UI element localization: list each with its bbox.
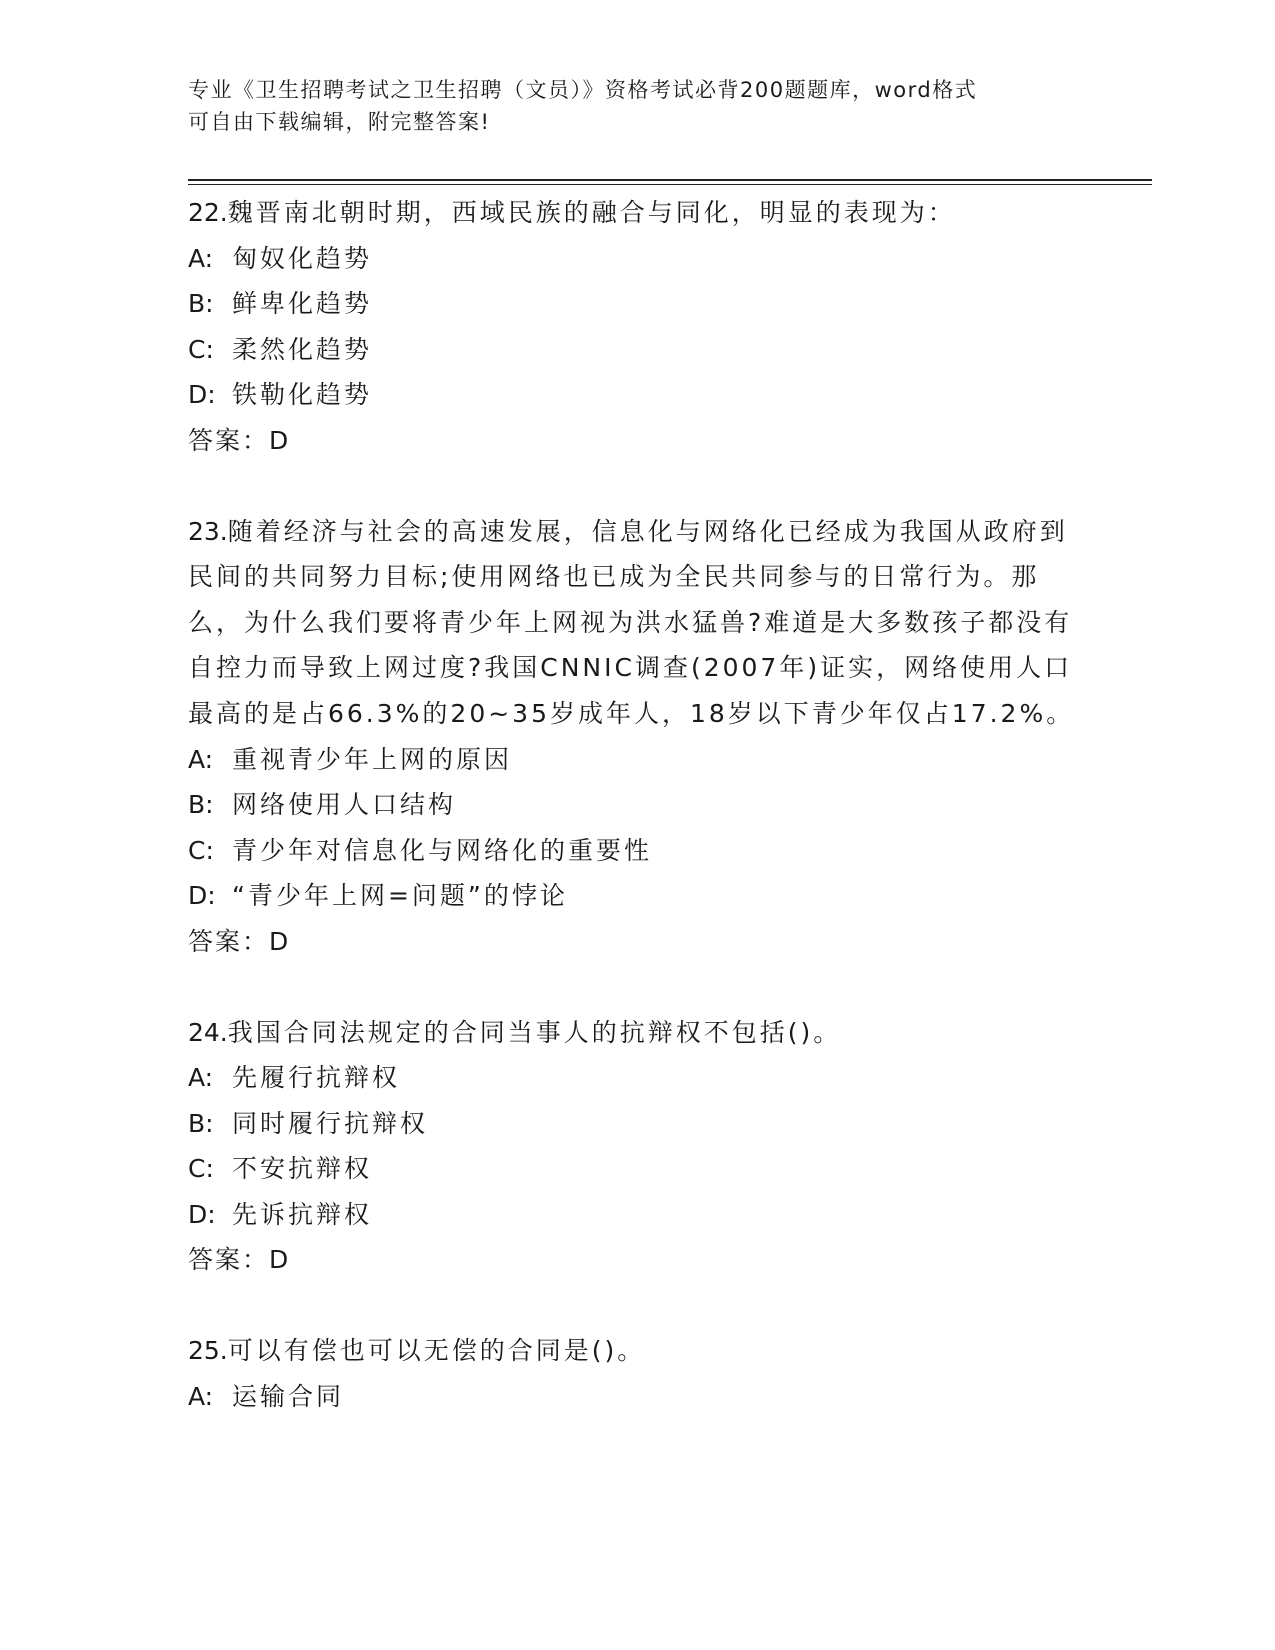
- question-25: [188, 1328, 1088, 1419]
- option-a: [188, 737, 1088, 783]
- option-d: [188, 873, 1088, 919]
- option-text: “青少年上网=问题”的悖论: [232, 881, 568, 911]
- option-text: 先诉抗辩权: [232, 1199, 373, 1229]
- option-b: [188, 281, 1088, 327]
- option-letter: C:: [188, 334, 214, 364]
- question-number: 23.: [188, 516, 228, 546]
- header-divider-thick: [188, 179, 1152, 181]
- question-text: 魏晋南北朝时期，西域民族的融合与同化，明显的表现为：: [227, 198, 956, 227]
- option-letter: C:: [188, 1154, 214, 1184]
- answer-line: [188, 1237, 1088, 1283]
- option-letter: C:: [188, 835, 214, 865]
- option-text: 先履行抗辩权: [232, 1063, 401, 1093]
- question-22: [188, 190, 1088, 464]
- option-c: [188, 828, 1088, 874]
- question-text: 随着经济与社会的高速发展，信息化与网络化已经成为我国从政府到民间的共同努力目标;使用网络也已成为全民共同参与的日常行为。那么，为什么我们要将青少年上网视为洪水猛兽?难道是大多数孩子都没有自控力而导致上网过度?我国CNNIC调查(2007年)证实，网络使用人口最高的是占66.3%的20~35岁成年人，18岁以下青少年仅占17.2%。: [188, 516, 1075, 728]
- answer-line: [188, 418, 1088, 464]
- answer-label: 答案：: [188, 926, 270, 956]
- option-text: 网络使用人口结构: [232, 790, 457, 820]
- document-header: [188, 74, 1088, 138]
- option-text: 不安抗辩权: [232, 1154, 373, 1184]
- header-line-1: 专业《卫生招聘考试之卫生招聘（文员）》资格考试必背200题题库，word格式: [188, 78, 978, 102]
- option-letter: D:: [188, 881, 216, 911]
- option-text: 柔然化趋势: [232, 334, 373, 364]
- option-c: [188, 327, 1088, 373]
- option-a: [188, 1374, 1088, 1420]
- answer-value: D: [269, 425, 289, 455]
- header-line-2: 可自由下载编辑，附完整答案!: [188, 110, 491, 134]
- answer-value: D: [269, 926, 289, 956]
- question-list: [188, 190, 1088, 1419]
- option-d: [188, 1192, 1088, 1238]
- question-24: [188, 1010, 1088, 1284]
- question-text: 我国合同法规定的合同当事人的抗辩权不包括()。: [227, 1017, 842, 1047]
- question-text: 可以有偿也可以无偿的合同是()。: [227, 1336, 646, 1366]
- option-letter: A:: [188, 744, 214, 774]
- option-b: [188, 1101, 1088, 1147]
- question-stem: [188, 1010, 1088, 1056]
- option-letter: A:: [188, 243, 214, 273]
- option-text: 匈奴化趋势: [232, 243, 373, 273]
- question-number: 22.: [188, 198, 228, 227]
- option-letter: B:: [188, 289, 214, 319]
- option-text: 鲜卑化趋势: [232, 289, 373, 319]
- question-number: 24.: [188, 1017, 228, 1047]
- question-number: 25.: [188, 1336, 228, 1366]
- option-text: 铁勒化趋势: [232, 380, 373, 410]
- option-text: 青少年对信息化与网络化的重要性: [232, 835, 653, 865]
- option-letter: A:: [188, 1381, 214, 1411]
- question-stem: [188, 1328, 1088, 1374]
- option-a: [188, 236, 1088, 282]
- option-c: [188, 1146, 1088, 1192]
- option-letter: B:: [188, 1108, 214, 1138]
- option-letter: B:: [188, 790, 214, 820]
- option-letter: D:: [188, 1199, 216, 1229]
- question-stem: [188, 190, 1088, 236]
- answer-label: 答案：: [188, 1245, 270, 1275]
- option-a: [188, 1055, 1088, 1101]
- answer-line: [188, 919, 1088, 965]
- option-letter: A:: [188, 1063, 214, 1093]
- question-23: [188, 509, 1088, 965]
- option-d: [188, 372, 1088, 418]
- option-text: 运输合同: [232, 1381, 345, 1411]
- header-divider-thin: [188, 184, 1152, 185]
- option-text: 同时履行抗辩权: [232, 1108, 429, 1138]
- answer-value: D: [269, 1245, 289, 1275]
- option-b: [188, 782, 1088, 828]
- answer-label: 答案：: [188, 425, 270, 455]
- question-stem: [188, 509, 1088, 737]
- option-letter: D:: [188, 380, 216, 410]
- option-text: 重视青少年上网的原因: [232, 744, 513, 774]
